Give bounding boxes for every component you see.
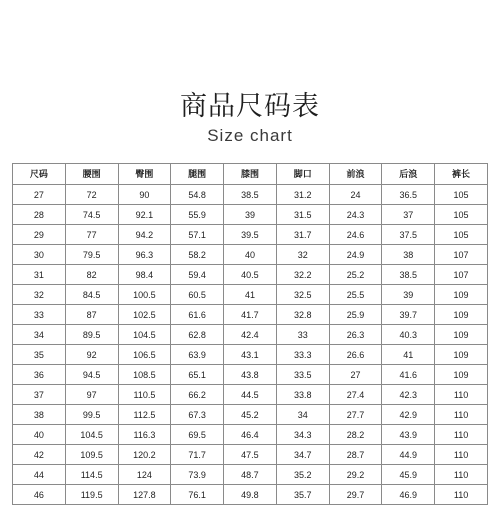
table-row	[13, 445, 488, 465]
table-cell: 35.7	[276, 485, 329, 505]
table-cell: 63.9	[171, 345, 224, 365]
table-cell: 104.5	[118, 325, 171, 345]
table-cell: 39.5	[224, 225, 277, 245]
table-cell: 114.5	[65, 465, 118, 485]
column-header: 裤长	[435, 164, 488, 185]
table-cell: 44	[13, 465, 66, 485]
table-header-row	[13, 164, 488, 185]
table-cell: 31.7	[276, 225, 329, 245]
table-row	[13, 245, 488, 265]
table-cell: 84.5	[65, 285, 118, 305]
table-cell: 25.5	[329, 285, 382, 305]
table-cell: 110	[435, 465, 488, 485]
table-cell: 40	[13, 425, 66, 445]
table-cell: 34.7	[276, 445, 329, 465]
table-cell: 41	[224, 285, 277, 305]
table-cell: 42.4	[224, 325, 277, 345]
table-cell: 38	[13, 405, 66, 425]
table-cell: 33.5	[276, 365, 329, 385]
table-cell: 109.5	[65, 445, 118, 465]
table-cell: 37	[13, 385, 66, 405]
table-cell: 39.7	[382, 305, 435, 325]
table-cell: 58.2	[171, 245, 224, 265]
table-cell: 119.5	[65, 485, 118, 505]
table-cell: 67.3	[171, 405, 224, 425]
table-cell: 39	[224, 205, 277, 225]
table-cell: 57.1	[171, 225, 224, 245]
table-cell: 48.7	[224, 465, 277, 485]
table-cell: 94.2	[118, 225, 171, 245]
table-cell: 99.5	[65, 405, 118, 425]
table-row	[13, 425, 488, 445]
table-cell: 105	[435, 205, 488, 225]
table-cell: 24	[329, 185, 382, 205]
table-row	[13, 225, 488, 245]
column-header: 臀围	[118, 164, 171, 185]
column-header: 前浪	[329, 164, 382, 185]
table-cell: 41	[382, 345, 435, 365]
table-cell: 110	[435, 445, 488, 465]
table-cell: 38.5	[224, 185, 277, 205]
table-cell: 32	[13, 285, 66, 305]
column-header: 腿围	[171, 164, 224, 185]
table-cell: 29.7	[329, 485, 382, 505]
table-cell: 124	[118, 465, 171, 485]
table-cell: 40.5	[224, 265, 277, 285]
table-cell: 77	[65, 225, 118, 245]
table-cell: 40	[224, 245, 277, 265]
table-cell: 43.8	[224, 365, 277, 385]
table-cell: 32.8	[276, 305, 329, 325]
table-cell: 127.8	[118, 485, 171, 505]
table-cell: 65.1	[171, 365, 224, 385]
table-cell: 32.5	[276, 285, 329, 305]
table-cell: 74.5	[65, 205, 118, 225]
table-cell: 47.5	[224, 445, 277, 465]
table-cell: 72	[65, 185, 118, 205]
table-cell: 73.9	[171, 465, 224, 485]
table-cell: 26.3	[329, 325, 382, 345]
table-cell: 32	[276, 245, 329, 265]
table-cell: 102.5	[118, 305, 171, 325]
table-cell: 43.1	[224, 345, 277, 365]
table-cell: 39	[382, 285, 435, 305]
size-chart-table	[12, 163, 488, 505]
table-cell: 109	[435, 325, 488, 345]
table-cell: 27.7	[329, 405, 382, 425]
table-cell: 92.1	[118, 205, 171, 225]
table-row	[13, 465, 488, 485]
table-cell: 109	[435, 305, 488, 325]
table-cell: 109	[435, 285, 488, 305]
table-cell: 27	[13, 185, 66, 205]
table-cell: 107	[435, 245, 488, 265]
table-cell: 79.5	[65, 245, 118, 265]
table-cell: 25.2	[329, 265, 382, 285]
table-cell: 24.9	[329, 245, 382, 265]
table-cell: 24.3	[329, 205, 382, 225]
table-cell: 42	[13, 445, 66, 465]
table-cell: 61.6	[171, 305, 224, 325]
table-cell: 42.9	[382, 405, 435, 425]
table-cell: 40.3	[382, 325, 435, 345]
table-cell: 29.2	[329, 465, 382, 485]
table-cell: 41.6	[382, 365, 435, 385]
table-cell: 104.5	[65, 425, 118, 445]
table-cell: 110	[435, 485, 488, 505]
table-cell: 38.5	[382, 265, 435, 285]
table-cell: 28.2	[329, 425, 382, 445]
table-cell: 94.5	[65, 365, 118, 385]
table-row	[13, 285, 488, 305]
table-cell: 105	[435, 225, 488, 245]
table-row	[13, 305, 488, 325]
table-cell: 109	[435, 345, 488, 365]
table-cell: 100.5	[118, 285, 171, 305]
table-cell: 109	[435, 365, 488, 385]
table-cell: 120.2	[118, 445, 171, 465]
table-row	[13, 205, 488, 225]
table-cell: 37	[382, 205, 435, 225]
table-row	[13, 345, 488, 365]
table-cell: 31.2	[276, 185, 329, 205]
table-cell: 44.9	[382, 445, 435, 465]
table-cell: 60.5	[171, 285, 224, 305]
table-cell: 106.5	[118, 345, 171, 365]
table-cell: 108.5	[118, 365, 171, 385]
table-cell: 33.8	[276, 385, 329, 405]
table-cell: 82	[65, 265, 118, 285]
table-cell: 24.6	[329, 225, 382, 245]
table-cell: 110	[435, 385, 488, 405]
table-cell: 30	[13, 245, 66, 265]
column-header: 腰围	[65, 164, 118, 185]
table-cell: 92	[65, 345, 118, 365]
column-header: 膝围	[224, 164, 277, 185]
table-cell: 46.4	[224, 425, 277, 445]
table-cell: 25.9	[329, 305, 382, 325]
table-cell: 28	[13, 205, 66, 225]
table-row	[13, 385, 488, 405]
table-cell: 29	[13, 225, 66, 245]
table-cell: 42.3	[382, 385, 435, 405]
table-cell: 96.3	[118, 245, 171, 265]
table-cell: 89.5	[65, 325, 118, 345]
table-cell: 26.6	[329, 345, 382, 365]
table-cell: 36	[13, 365, 66, 385]
table-cell: 38	[382, 245, 435, 265]
table-cell: 35	[13, 345, 66, 365]
table-row	[13, 265, 488, 285]
table-cell: 31.5	[276, 205, 329, 225]
table-cell: 62.8	[171, 325, 224, 345]
table-cell: 44.5	[224, 385, 277, 405]
table-cell: 45.2	[224, 405, 277, 425]
table-cell: 49.8	[224, 485, 277, 505]
table-cell: 116.3	[118, 425, 171, 445]
column-header: 后浪	[382, 164, 435, 185]
table-cell: 45.9	[382, 465, 435, 485]
table-cell: 31	[13, 265, 66, 285]
table-cell: 27.4	[329, 385, 382, 405]
table-row	[13, 485, 488, 505]
table-cell: 28.7	[329, 445, 382, 465]
table-row	[13, 405, 488, 425]
table-cell: 71.7	[171, 445, 224, 465]
table-cell: 54.8	[171, 185, 224, 205]
table-cell: 46.9	[382, 485, 435, 505]
table-cell: 59.4	[171, 265, 224, 285]
column-header: 脚口	[276, 164, 329, 185]
table-cell: 46	[13, 485, 66, 505]
table-cell: 33.3	[276, 345, 329, 365]
table-cell: 37.5	[382, 225, 435, 245]
table-cell: 76.1	[171, 485, 224, 505]
table-cell: 87	[65, 305, 118, 325]
table-cell: 110.5	[118, 385, 171, 405]
table-cell: 97	[65, 385, 118, 405]
table-cell: 36.5	[382, 185, 435, 205]
table-cell: 34	[13, 325, 66, 345]
table-row	[13, 185, 488, 205]
table-cell: 105	[435, 185, 488, 205]
table-body	[13, 185, 488, 505]
column-header: 尺码	[13, 164, 66, 185]
table-cell: 69.5	[171, 425, 224, 445]
table-cell: 43.9	[382, 425, 435, 445]
table-cell: 32.2	[276, 265, 329, 285]
table-cell: 34	[276, 405, 329, 425]
table-cell: 33	[276, 325, 329, 345]
table-cell: 110	[435, 425, 488, 445]
page-title: 商品尺码表	[180, 91, 320, 122]
table-cell: 112.5	[118, 405, 171, 425]
table-row	[13, 365, 488, 385]
table-cell: 34.3	[276, 425, 329, 445]
table-cell: 98.4	[118, 265, 171, 285]
table-cell: 90	[118, 185, 171, 205]
table-cell: 27	[329, 365, 382, 385]
table-cell: 110	[435, 405, 488, 425]
table-cell: 107	[435, 265, 488, 285]
page-subtitle: Size chart	[207, 126, 293, 145]
table-cell: 35.2	[276, 465, 329, 485]
table-cell: 41.7	[224, 305, 277, 325]
table-cell: 55.9	[171, 205, 224, 225]
table-cell: 33	[13, 305, 66, 325]
table-cell: 66.2	[171, 385, 224, 405]
table-row	[13, 325, 488, 345]
